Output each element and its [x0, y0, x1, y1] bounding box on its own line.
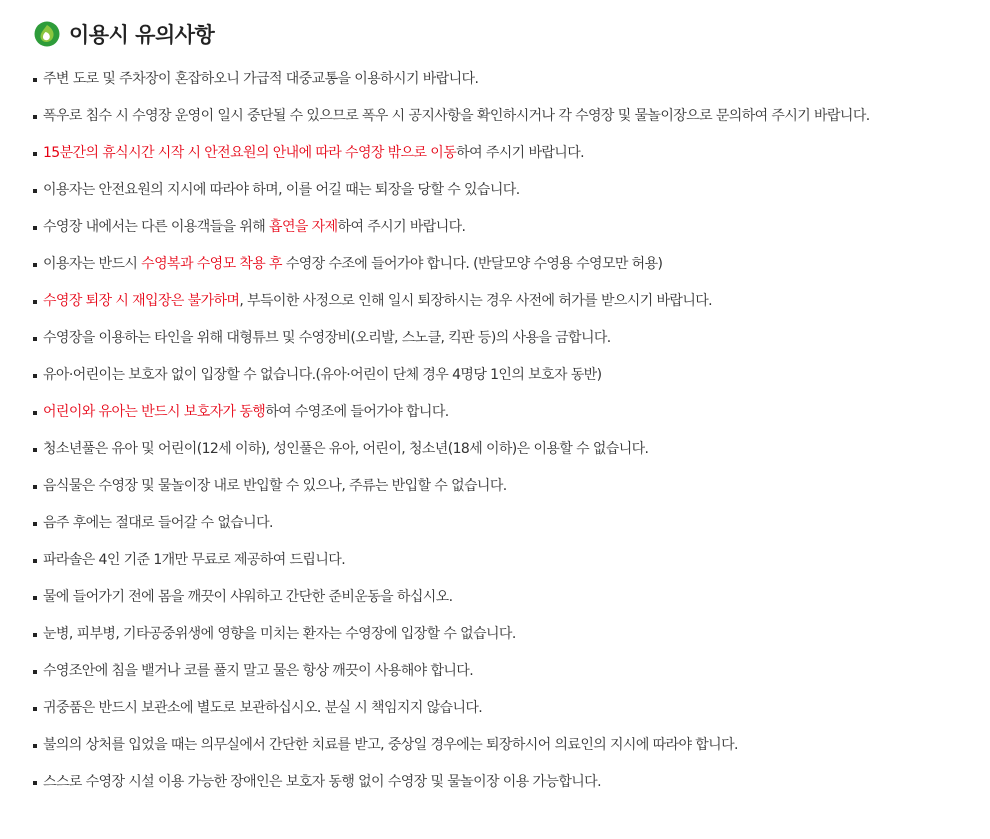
- notice-text-segment: 파라솔은 4인 기준 1개만 무료로 제공하여 드립니다.: [43, 551, 346, 568]
- notice-item: [33, 504, 870, 541]
- bullet-icon: [33, 707, 37, 711]
- page-title: 이용시 유의사항: [69, 23, 215, 47]
- notice-item: [33, 60, 870, 97]
- notice-text: [43, 514, 273, 532]
- bullet-icon: [33, 226, 37, 230]
- bullet-icon: [33, 115, 37, 119]
- notice-text: [43, 144, 584, 162]
- notice-text: [43, 551, 345, 569]
- bullet-icon: [33, 337, 37, 341]
- notice-text: [43, 773, 601, 791]
- notice-text: [43, 329, 611, 347]
- notice-item: [33, 97, 870, 134]
- bullet-icon: [33, 596, 37, 600]
- notice-text-segment: 귀중품은 반드시 보관소에 별도로 보관하십시오. 분실 시 책임지지 않습니다.: [43, 699, 483, 716]
- bullet-icon: [33, 78, 37, 82]
- bullet-icon: [33, 263, 37, 267]
- notice-text-segment: 스스로 수영장 시설 이용 가능한 장애인은 보호자 동행 없이 수영장 및 물놀이장 이용 가능합니다.: [43, 773, 601, 790]
- notice-item: [33, 245, 870, 282]
- notice-item: [33, 578, 870, 615]
- bullet-icon: [33, 633, 37, 637]
- bullet-icon: [33, 781, 37, 785]
- notice-text-segment: 수영장 내에서는 다른 이용객들을 위해: [43, 218, 270, 235]
- notice-text-segment: 유아·어린이는 보호자 없이 입장할 수 없습니다.(유아·어린이 단체 경우 4명당 1인의 보호자 동반): [43, 366, 602, 383]
- notice-text: [43, 588, 452, 606]
- notice-text-segment: 청소년풀은 유아 및 어린이(12세 이하), 성인풀은 유아, 어린이, 청소년(18세 이하)은 이용할 수 없습니다.: [43, 440, 649, 457]
- notice-item: [33, 171, 870, 208]
- notice-item: [33, 763, 870, 800]
- bullet-icon: [33, 559, 37, 563]
- notice-text: [43, 440, 648, 458]
- notice-text: [43, 218, 465, 236]
- notice-text-segment: 눈병, 피부병, 기타공중위생에 영향을 미치는 환자는 수영장에 입장할 수 없습니다.: [43, 625, 516, 642]
- notice-item: [33, 356, 870, 393]
- notice-text-segment: 하여 주시기 바랍니다.: [456, 144, 585, 161]
- notice-text: [43, 292, 712, 310]
- notice-text-highlight: 수영장 퇴장 시 재입장은 불가하며: [43, 292, 240, 309]
- bullet-icon: [33, 485, 37, 489]
- notice-item: [33, 541, 870, 578]
- notice-text: [43, 366, 601, 384]
- bullet-icon: [33, 374, 37, 378]
- bullet-icon: [33, 448, 37, 452]
- notice-text-segment: 주변 도로 및 주차장이 혼잡하오니 가급적 대중교통을 이용하시기 바랍니다.: [43, 70, 479, 87]
- notice-text: [43, 181, 520, 199]
- bullet-icon: [33, 670, 37, 674]
- notice-text-segment: 음주 후에는 절대로 들어갈 수 없습니다.: [43, 514, 273, 531]
- notice-text-highlight: 15분간의 휴식시간 시작 시 안전요원의 안내에 따라 수영장 밖으로 이동: [43, 144, 457, 161]
- notice-text: [43, 70, 478, 88]
- notice-text-segment: 하여 수영조에 들어가야 합니다.: [265, 403, 449, 420]
- notice-text-highlight: 흡연을 자제: [269, 218, 338, 235]
- notice-text-highlight: 어린이와 유아는 반드시 보호자가 동행: [43, 403, 266, 420]
- notice-text-segment: 수영장을 이용하는 타인을 위해 대형튜브 및 수영장비(오리발, 스노클, 킥판 등)의 사용을 금합니다.: [43, 329, 611, 346]
- notice-item: [33, 652, 870, 689]
- notice-text-segment: 물에 들어가기 전에 몸을 깨끗이 샤워하고 간단한 준비운동을 하십시오.: [43, 588, 453, 605]
- notice-text: [43, 255, 662, 273]
- notice-text-segment: 수영조안에 침을 뱉거나 코를 풀지 말고 물은 항상 깨끗이 사용해야 합니다.: [43, 662, 474, 679]
- notice-text: [43, 403, 449, 421]
- notice-text: [43, 625, 516, 643]
- notice-text-segment: 불의의 상처를 입었을 때는 의무실에서 간단한 치료를 받고, 중상일 경우에는 퇴장하시어 의료인의 지시에 따라야 합니다.: [43, 736, 738, 753]
- bullet-icon: [33, 522, 37, 526]
- bullet-icon: [33, 744, 37, 748]
- notice-text: [43, 107, 870, 125]
- notice-text-segment: , 부득이한 사정으로 인해 일시 퇴장하시는 경우 사전에 허가를 받으시기 바랍니다.: [239, 292, 713, 309]
- bullet-icon: [33, 300, 37, 304]
- notice-item: [33, 319, 870, 356]
- notice-text-segment: 이용자는 안전요원의 지시에 따라야 하며, 이를 어길 때는 퇴장을 당할 수 있습니다.: [43, 181, 520, 198]
- notice-item: [33, 615, 870, 652]
- notice-list: [33, 60, 870, 800]
- notice-item: [33, 393, 870, 430]
- notice-item: [33, 134, 870, 171]
- notice-text: [43, 699, 482, 717]
- bullet-icon: [33, 189, 37, 193]
- notice-text-segment: 음식물은 수영장 및 물놀이장 내로 반입할 수 있으나, 주류는 반입할 수 없습니다.: [43, 477, 507, 494]
- notice-item: [33, 430, 870, 467]
- notice-item: [33, 208, 870, 245]
- notice-text: [43, 662, 473, 680]
- notice-item: [33, 726, 870, 763]
- bullet-icon: [33, 411, 37, 415]
- notice-text-segment: 폭우로 침수 시 수영장 운영이 일시 중단될 수 있으므로 폭우 시 공지사항을 확인하시거나 각 수영장 및 물놀이장으로 문의하여 주시기 바랍니다.: [43, 107, 870, 124]
- notice-item: [33, 467, 870, 504]
- notice-text-segment: 이용자는 반드시: [43, 255, 142, 272]
- bullet-icon: [33, 152, 37, 156]
- water-drop-logo-icon: [33, 20, 61, 48]
- notice-item: [33, 689, 870, 726]
- notice-text: [43, 736, 738, 754]
- page-header: [33, 18, 214, 50]
- notice-item: [33, 282, 870, 319]
- notice-text-segment: 하여 주시기 바랍니다.: [337, 218, 466, 235]
- notice-text-segment: 수영장 수조에 들어가야 합니다. (반달모양 수영용 수영모만 허용): [281, 255, 663, 272]
- notice-text: [43, 477, 507, 495]
- notice-text-highlight: 수영복과 수영모 착용 후: [141, 255, 282, 272]
